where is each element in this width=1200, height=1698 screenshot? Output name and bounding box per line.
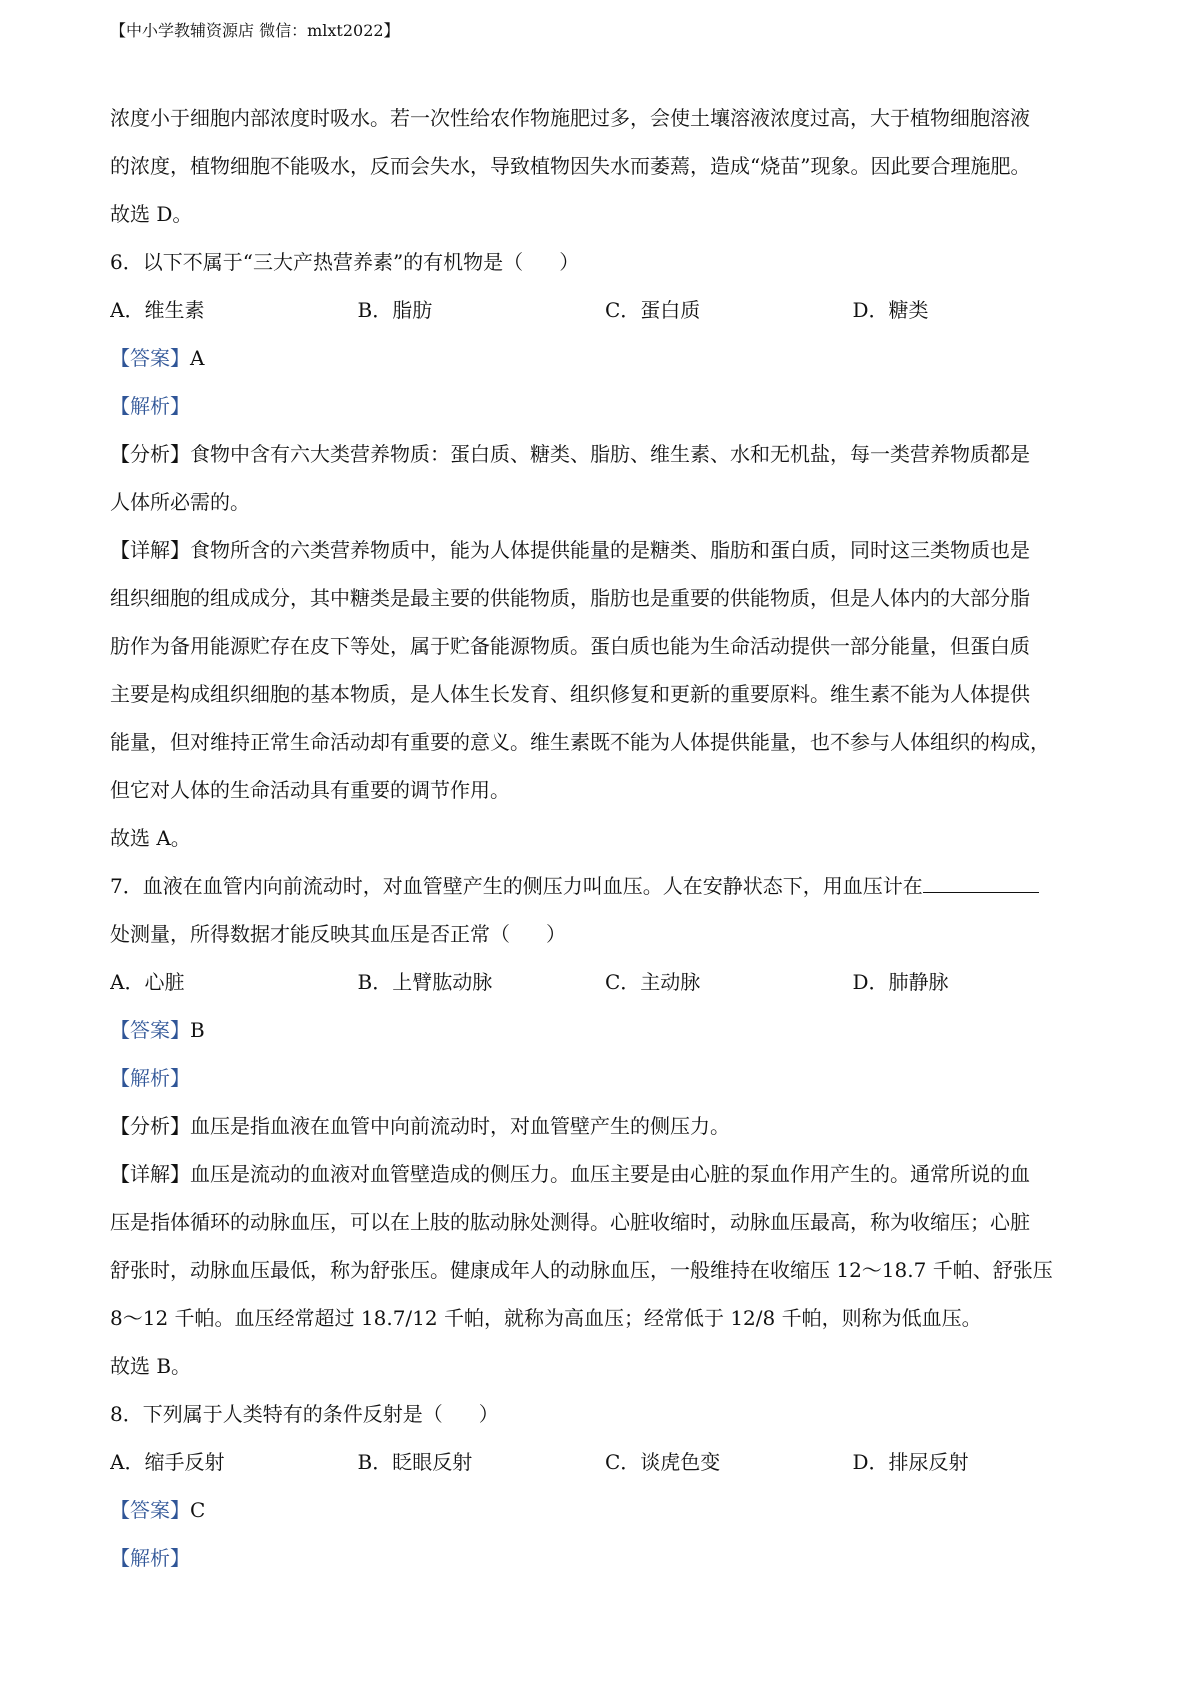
q6-xiangjie-line-1 [110, 526, 1100, 574]
xiangjie-label: 【详解】 [110, 538, 190, 562]
q7-xiangjie-line-4: 8～12 千帕。血压经常超过 18.7/12 千帕，就称为高血压；经常低于 12/8 千帕，则称为低血压。 [110, 1306, 982, 1330]
xiangjie-label: 【详解】 [110, 1162, 190, 1186]
q6-xiangjie-line-4: 主要是构成组织细胞的基本物质，是人体生长发育、组织修复和更新的重要原料。维生素不能为人体提供 [110, 682, 1030, 706]
q8-stem-close: ） [478, 1402, 499, 1426]
q7-xiangjie-line-1 [110, 1150, 1100, 1198]
q5-continuation-line-1: 浓度小于细胞内部浓度时吸水。若一次性给农作物施肥过多，会使土壤溶液浓度过高，大于植物细胞溶液 [110, 106, 1030, 130]
q7-stem-line-2 [110, 910, 1100, 958]
q8-answer-value: C [190, 1498, 206, 1522]
q7-stem-close: ） [546, 922, 566, 946]
q7-stem-line-1 [110, 862, 1100, 910]
q7-fenxi-text-1: 血压是指血液在血管中向前流动时，对血管壁产生的侧压力。 [190, 1114, 730, 1138]
answer-label: 【答案】 [110, 1018, 190, 1042]
q7-xiangjie-line-3: 舒张时，动脉血压最低，称为舒张压。健康成年人的动脉血压，一般维持在收缩压 12～18.7 千帕、舒张压 [110, 1258, 1053, 1282]
q7-fenxi-line-1 [110, 1102, 1100, 1150]
document-body [110, 94, 1100, 1582]
q8-option-a: A．缩手反射 [110, 1450, 225, 1474]
q8-stem [110, 1390, 1100, 1438]
page-header-watermark: 【中小学教辅资源店 微信：mlxt2022】 [110, 21, 400, 40]
q7-option-d: D．肺静脉 [852, 970, 949, 994]
q8-option-b: B．眨眼反射 [357, 1450, 473, 1474]
q7-stem-text-2: 处测量，所得数据才能反映其血压是否正常（ [110, 922, 510, 946]
q6-answer-value: A [190, 346, 205, 370]
q6-xiangjie-line-2: 组织细胞的组成成分，其中糖类是最主要的供能物质，脂肪也是重要的供能物质，但是人体内的大部分脂 [110, 586, 1030, 610]
analysis-label: 【解析】 [110, 394, 190, 418]
q6-stem-close: ） [559, 250, 580, 274]
q6-option-c: C．蛋白质 [605, 298, 701, 322]
answer-label: 【答案】 [110, 346, 190, 370]
q5-continuation-line-2: 的浓度，植物细胞不能吸水，反而会失水，导致植物因失水而萎蔫，造成“烧苗”现象。因此要合理施肥。 [110, 154, 1031, 178]
analysis-label: 【解析】 [110, 1546, 190, 1570]
q6-xiangjie-line-6: 但它对人体的生命活动具有重要的调节作用。 [110, 778, 510, 802]
q6-fenxi-line-2: 人体所必需的。 [110, 490, 250, 514]
q7-options [110, 958, 1100, 1006]
fill-in-blank [923, 868, 1039, 893]
q6-options [110, 286, 1100, 334]
analysis-label: 【解析】 [110, 1066, 190, 1090]
q5-conclusion: 故选 D。 [110, 202, 193, 226]
q6-xiangjie-line-5: 能量，但对维持正常生命活动却有重要的意义。维生素既不能为人体提供能量，也不参与人体组织的构成， [110, 730, 1050, 754]
q7-answer [110, 1006, 1100, 1054]
q8-analysis-heading [110, 1534, 1100, 1582]
q8-option-c: C．谈虎色变 [605, 1450, 721, 1474]
q6-fenxi-text-1: 食物中含有六大类营养物质：蛋白质、糖类、脂肪、维生素、水和无机盐，每一类营养物质都是 [190, 442, 1030, 466]
fenxi-label: 【分析】 [110, 1114, 190, 1138]
q7-xiangjie-line-2: 压是指体循环的动脉血压，可以在上肢的肱动脉处测得。心脏收缩时，动脉血压最高，称为收缩压；心脏 [110, 1210, 1030, 1234]
q7-option-b: B．上臂肱动脉 [357, 970, 493, 994]
q6-answer [110, 334, 1100, 382]
q7-option-a: A．心脏 [110, 970, 185, 994]
q6-conclusion: 故选 A。 [110, 826, 191, 850]
q7-xiangjie-text-1: 血压是流动的血液对血管壁造成的侧压力。血压主要是由心脏的泵血作用产生的。通常所说的血 [190, 1162, 1030, 1186]
q8-answer [110, 1486, 1100, 1534]
fenxi-label: 【分析】 [110, 442, 190, 466]
q6-stem-text: 6．以下不属于“三大产热营养素”的有机物是（ [110, 250, 524, 274]
q6-stem [110, 238, 1100, 286]
q6-analysis-heading [110, 382, 1100, 430]
q6-option-d: D．糖类 [852, 298, 929, 322]
q8-stem-text: 8．下列属于人类特有的条件反射是（ [110, 1402, 443, 1426]
q6-fenxi-line-1 [110, 430, 1100, 478]
q7-answer-value: B [190, 1018, 205, 1042]
q6-option-b: B．脂肪 [357, 298, 433, 322]
q6-xiangjie-line-3: 肪作为备用能源贮存在皮下等处，属于贮备能源物质。蛋白质也能为生命活动提供一部分能量，但蛋白质 [110, 634, 1030, 658]
q8-option-d: D．排尿反射 [852, 1450, 969, 1474]
q6-option-a: A．维生素 [110, 298, 205, 322]
q7-option-c: C．主动脉 [605, 970, 701, 994]
q8-options [110, 1438, 1100, 1486]
q7-stem-text-1: 7．血液在血管内向前流动时，对血管壁产生的侧压力叫血压。人在安静状态下，用血压计在 [110, 874, 923, 898]
q7-conclusion: 故选 B。 [110, 1354, 192, 1378]
q7-analysis-heading [110, 1054, 1100, 1102]
q6-xiangjie-text-1: 食物所含的六类营养物质中，能为人体提供能量的是糖类、脂肪和蛋白质，同时这三类物质也是 [190, 538, 1030, 562]
answer-label: 【答案】 [110, 1498, 190, 1522]
